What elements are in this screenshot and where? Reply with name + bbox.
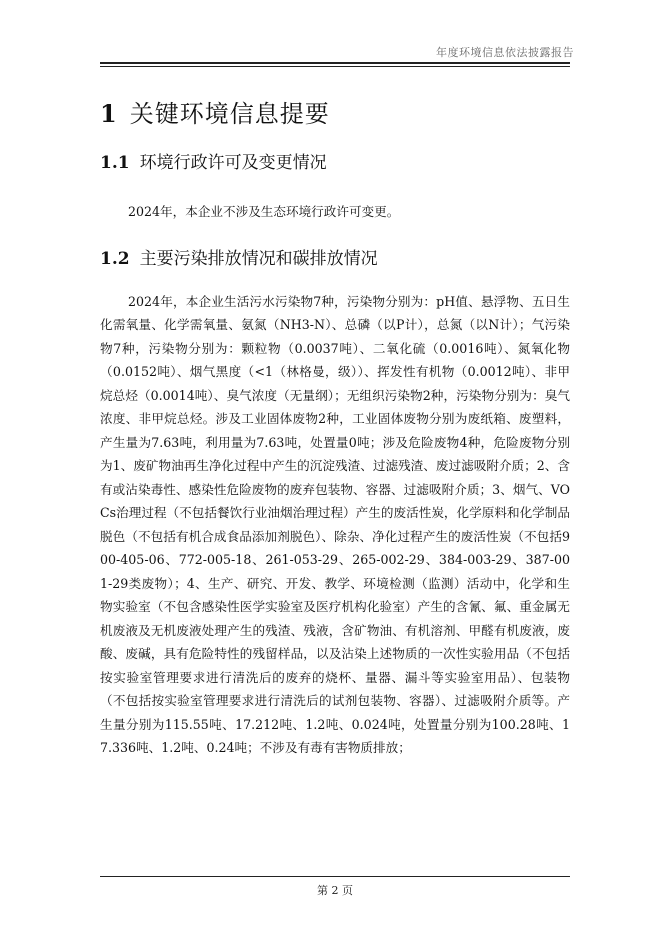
- paragraph-permit: 2024年，本企业不涉及生态环境行政许可变更。: [128, 204, 400, 219]
- footer-rule: [100, 876, 570, 877]
- running-header: 年度环境信息依法披露报告: [436, 46, 574, 59]
- page-number: 第 2 页: [317, 884, 353, 897]
- section-heading-1: [100, 94, 570, 134]
- document-body: [100, 88, 570, 760]
- subsection-number: 1.2: [100, 248, 130, 269]
- subsection-heading-1-2: [100, 244, 570, 274]
- paragraph-emissions: 2024年，本企业生活污水污染物7种，污染物分别为：pH值、悬浮物、五日生化需氧量、化学需氧量、氨氮（NH3-N）、总磷（以P计），总氮（以N计）；气污染物7种，污染物分别为：颗粒物（0.0037吨）、二氧化硫（0.0016吨）、氮氧化物（0.0152吨）、烟气黑度（<1（林格曼，级））、挥发性有机物（0.0012吨）、非甲烷总烃（0.0014吨）、臭气浓度（无量纲）；无组织污染物2种，污染物分别为：臭气浓度、非甲烷总烃。涉及工业固体废物2种，工业固体废物分别为废纸箱、废塑料，产生量为7.63吨，利用量为7.63吨，处置量0吨；涉及危险废物4种，危险废物分别为1、废矿物油再生净化过程中产生的沉淀残渣、过滤残渣、废过滤吸附介质；2、含有或沾染毒性、感染性危险废物的废弃包装物、容器、过滤吸附介质；3、烟气、VOCs治理过程（不包括餐饮行业油烟治理过程）产生的废活性炭，化学原料和化学制品脱色（不包括有机合成食品添加剂脱色）、除杂、净化过程产生的废活性炭（不包括900-405-06、772-005-18、261-053-29、265-002-29、384-003-29、387-001-29类废物）；4、生产、研究、开发、教学、环境检测（监测）活动中，化学和生物实验室（不包含感染性医学实验室及医疗机构化验室）产生的含氰、氟、重金属无机废液及无机废液处理产生的残渣、残液，含矿物油、有机溶剂、甲醛有机废液，废酸、废碱，具有危险特性的残留样品，以及沾染上述物质的一次性实验用品（不包括按实验室管理要求进行清洗后的废弃的烧杯、量器、漏斗等实验室用品）、包装物（不包括按实验室管理要求进行清洗后的试剂包装物、容器）、过滤吸附介质等。产生量分别为115.55吨、17.212吨、1.2吨、0.024吨，处置量分别为100.28吨、17.336吨、1.2吨、0.24吨；不涉及有毒有害物质排放；: [100, 293, 570, 755]
- subsection-heading-1-1: [100, 148, 570, 178]
- subsection-title: 环境行政许可及变更情况: [139, 153, 327, 173]
- subsection-title: 主要污染排放情况和碳排放情况: [139, 248, 378, 269]
- header-rule-thin: [100, 66, 570, 67]
- section-title: 关键环境信息提要: [129, 100, 330, 128]
- section-number: 1: [100, 99, 118, 128]
- header-rule-thick: [100, 62, 570, 64]
- subsection-number: 1.1: [100, 153, 130, 173]
